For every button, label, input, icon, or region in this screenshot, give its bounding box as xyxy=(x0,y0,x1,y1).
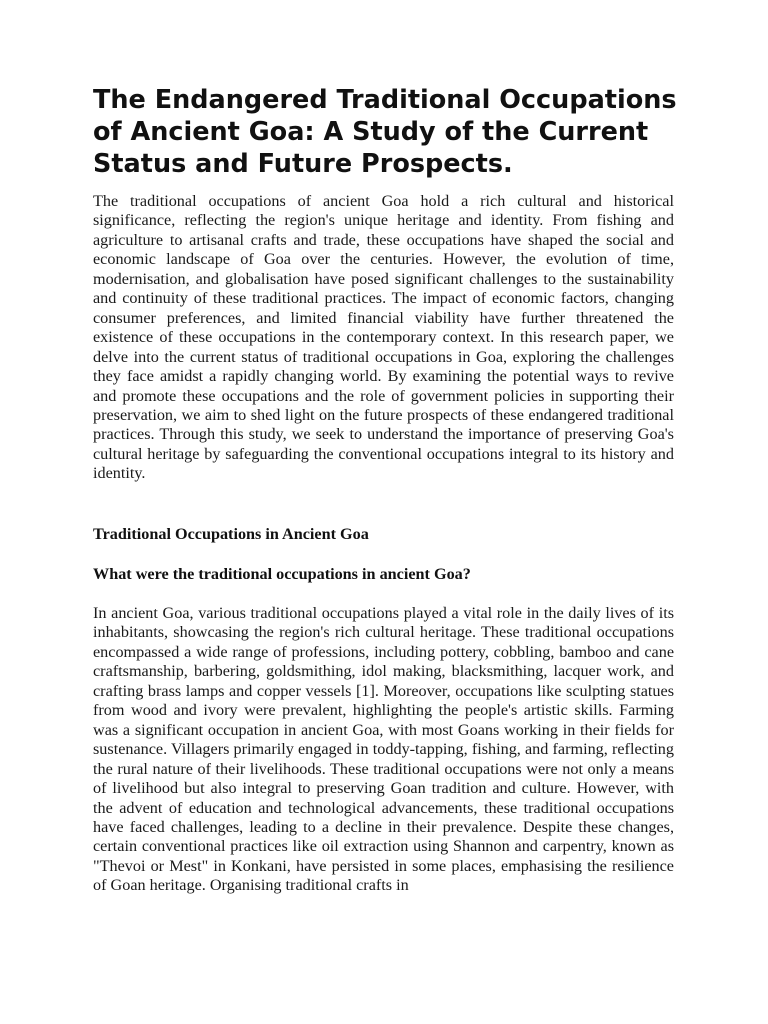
answer-paragraph: In ancient Goa, various traditional occupations played a vital role in the daily lives of its inhabitants, showcasing the region's rich cultural heritage. These traditional occupations encompassed a wide range of professions, including pottery, cobbling, bamboo and cane craftsmanship, barbering, goldsmithing, idol making, blacksmithing, lacquer work, and crafting brass lamps and copper vessels [1]. Moreover, occupations like sculpting statues from wood and ivory were prevalent, highlighting the people's artistic skills. Farming was a significant occupation in ancient Goa, with most Goans working in their fields for sustenance. Villagers primarily engaged in toddy-tapping, fishing, and farming, reflecting the rural nature of their livelihoods. These traditional occupations were not only a means of livelihood but also integral to preserving Goan tradition and culture. However, with the advent of education and technological advancements, these traditional occupations have faced challenges, leading to a decline in their prevalence. Despite these changes, certain conventional practices like oil extraction using Shannon and carpentry, known as "Thevoi or Mest" in Konkani, have persisted in some places, emphasising the resilience of Goan heritage. Organising traditional crafts in xyxy=(93,604,674,895)
question-heading: What were the traditional occupations in ancient Goa? xyxy=(93,565,471,583)
intro-paragraph: The traditional occupations of ancient Goa hold a rich cultural and historical significance, reflecting the region's unique heritage and identity. From fishing and agriculture to artisanal crafts and trade, these occupations have shaped the social and economic landscape of Goa over the centuries. However, the evolution of time, modernisation, and globalisation have posed significant challenges to the sustainability and continuity of these traditional practices. The impact of economic factors, changing consumer preferences, and limited financial viability have further threatened the existence of these occupations in the contemporary context. In this research paper, we delve into the current status of traditional occupations in Goa, exploring the challenges they face amidst a rapidly changing world. By examining the potential ways to revive and promote these occupations and the role of government policies in supporting their preservation, we aim to shed light on the future prospects of these endangered traditional practices. Through this study, we seek to understand the importance of preserving Goa's cultural heritage by safeguarding the conventional occupations integral to its history and identity. xyxy=(93,192,674,483)
section-heading: Traditional Occupations in Ancient Goa xyxy=(93,525,369,543)
document-title: The Endangered Traditional Occupations of Ancient Goa: A Study of the Current Status and Future Prospects. xyxy=(93,85,677,179)
